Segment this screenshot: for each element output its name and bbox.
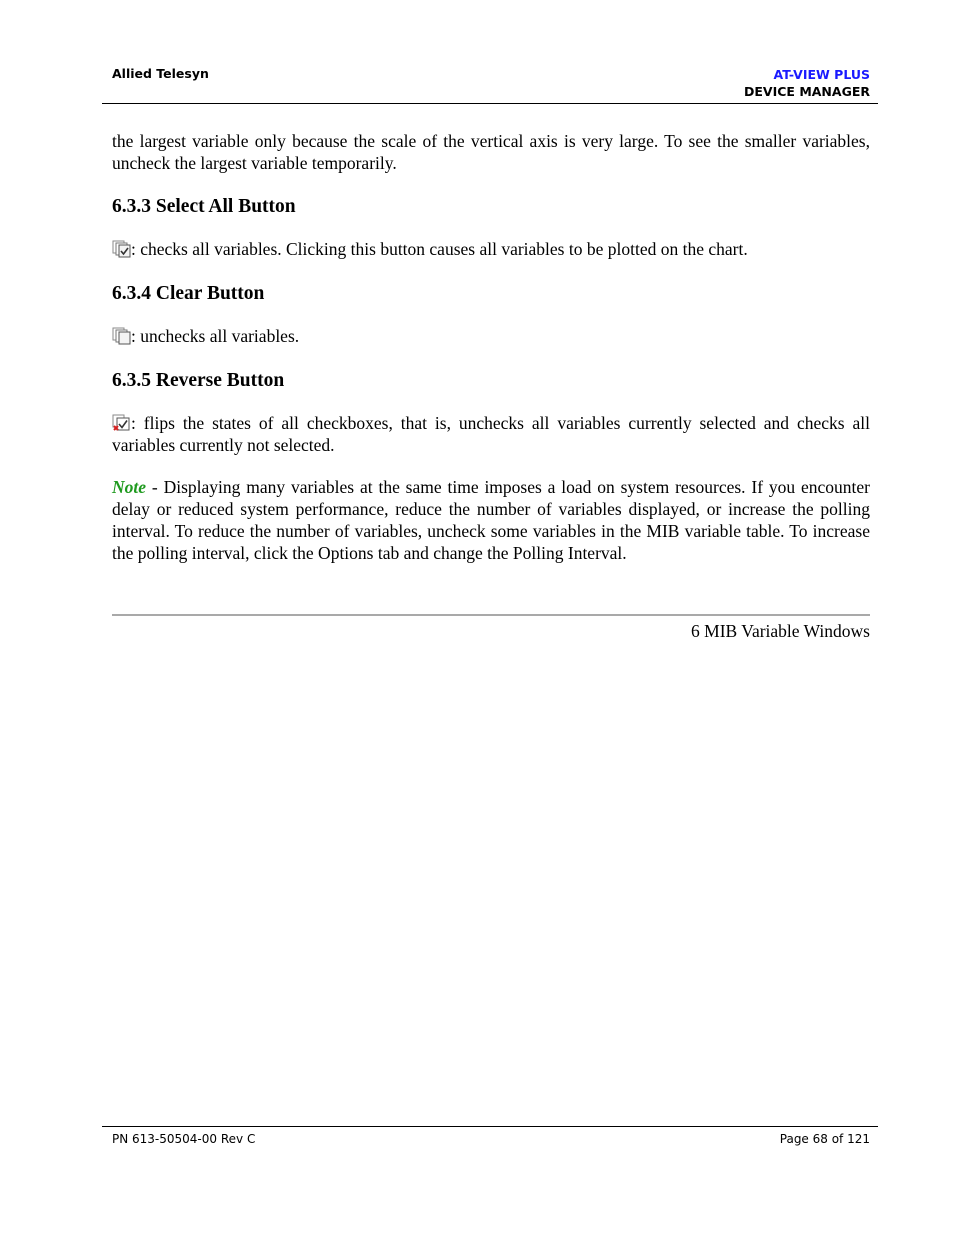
page-content [112,130,870,564]
intro-paragraph: the largest variable only because the scale of the vertical axis is very large. To see the smaller variables, uncheck the largest variable temporarily. [112,131,870,173]
reverse-text: : flips the states of all checkboxes, that is, unchecks all variables currently selected and checks all variables currently not selected. [112,413,870,455]
clear-description [112,325,870,347]
reverse-icon [112,414,131,432]
select-all-text: : checks all variables. Clicking this button causes all variables to be plotted on the chart. [131,239,748,259]
product-name: AT-VIEW PLUS [773,67,870,82]
chapter-divider [112,614,870,616]
chapter-title: 6 MIB Variable Windows [691,621,870,641]
company-name: Allied Telesyn [112,66,209,81]
note-paragraph [112,476,870,564]
heading-clear: 6.3.4 Clear Button [112,283,265,304]
heading-reverse: 6.3.5 Reverse Button [112,370,285,391]
part-number: PN 613-50504-00 Rev C [112,1132,256,1146]
select-all-description [112,238,870,260]
select-all-icon [112,240,131,258]
note-text: - Displaying many variables at the same time imposes a load on system resources. If you encounter delay or reduced system performance, reduce the number of variables displayed, or increase the polling interval. To reduce the number of variables, uncheck some variables in the MIB variable table. To increase the polling interval, click the Options tab and change the Polling Interval. [112,477,870,563]
reverse-description [112,412,870,456]
clear-icon [112,327,131,345]
page-number: Page 68 of 121 [779,1132,870,1146]
clear-text: : unchecks all variables. [131,326,300,346]
heading-select-all: 6.3.3 Select All Button [112,196,296,217]
footer-divider [102,1126,878,1127]
header-divider [102,103,878,104]
header-product-block [744,66,870,100]
product-subtitle: DEVICE MANAGER [744,84,870,99]
note-label: Note [112,477,147,497]
